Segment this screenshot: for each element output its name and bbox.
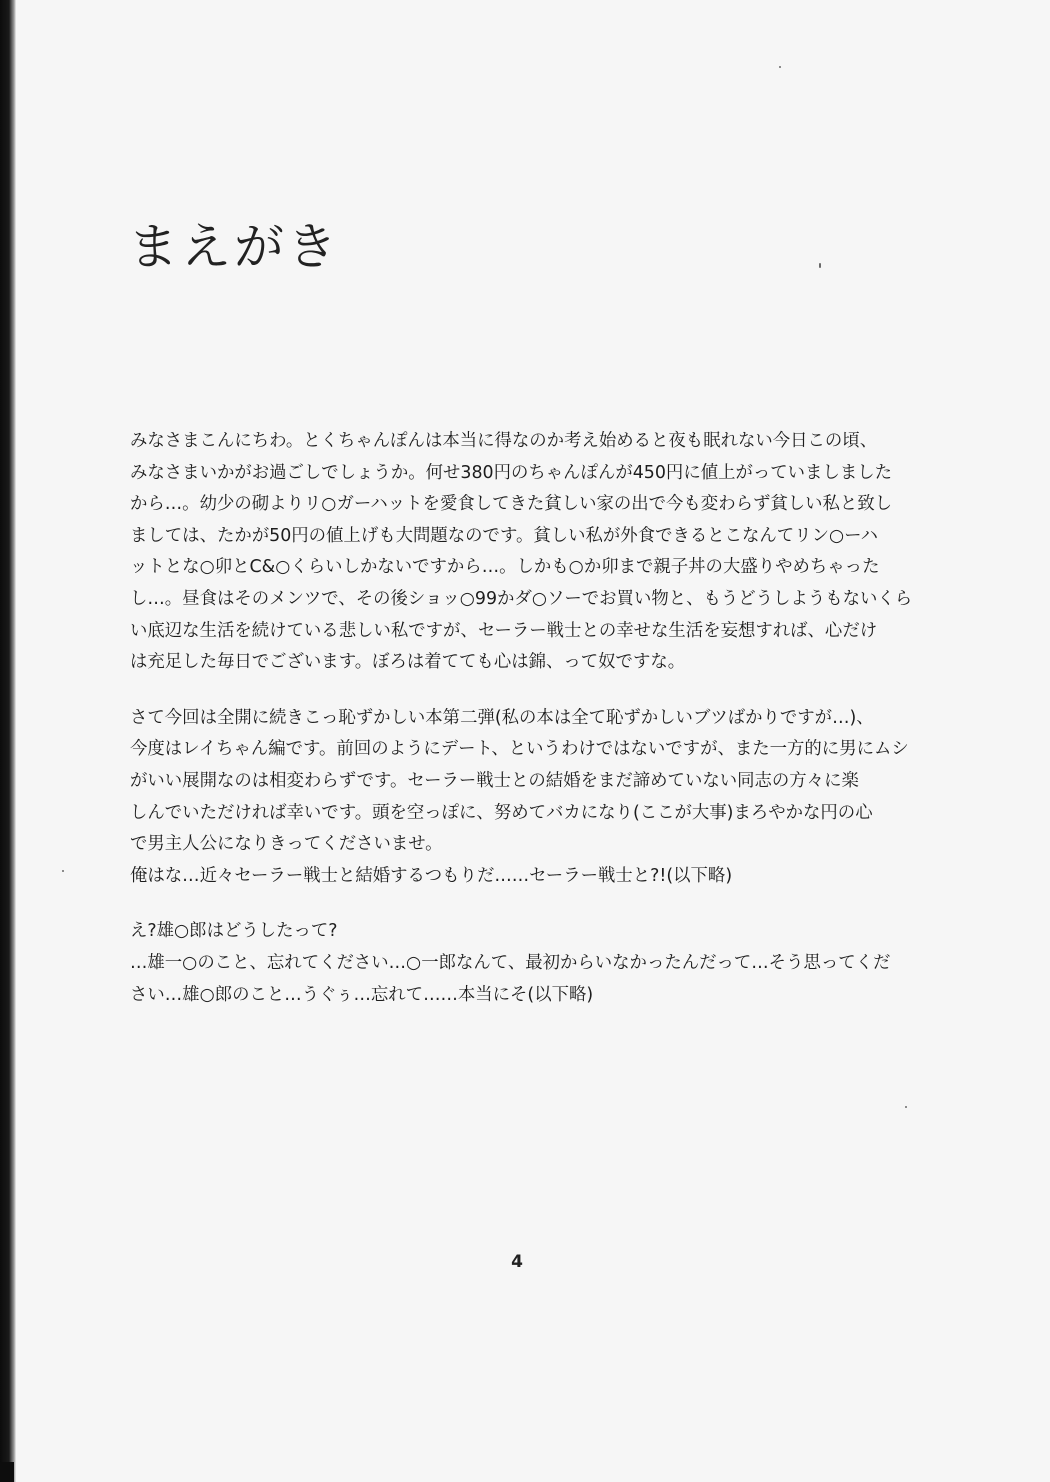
text-line: で男主人公になりきってくださいませ。 (130, 834, 443, 855)
text-line: みなさまいかがお過ごしでしょうか。何せ380円のちゃんぽんが450円に値上がっていましました (130, 462, 893, 483)
text-line: がいい展開なのは相変わらずです。セーラー戦士との結婚をまだ諦めていない同志の方々に楽 (130, 770, 859, 791)
text-line: みなさまこんにちわ。とくちゃんぽんは本当に得なのか考え始めると夜も眠れない今日この頃、 (130, 431, 878, 451)
paragraph-gap (130, 892, 930, 916)
scan-speck (779, 66, 781, 68)
paragraph-2 (130, 703, 930, 893)
paragraph-3 (130, 916, 930, 1011)
scan-corner-mark (0, 1462, 14, 1482)
text-line: え?雄○郎はどうしたって? (130, 921, 338, 942)
paragraph-gap (130, 679, 930, 703)
text-line: ットとな○卯とC&○くらいしかないですから…。しかも○か卯まで親子丼の大盛りやめちゃった (130, 557, 880, 578)
text-line: 今度はレイちゃん編です。前回のようにデート、というわけではないですが、また一方的に男にムシ (130, 739, 909, 760)
text-line: …雄一○のこと、忘れてください…○一郎なんて、最初からいなかったんだって…そう思ってくだ (130, 952, 891, 973)
text-line: さい…雄○郎のこと…うぐぅ…忘れて……本当にそ(以下略) (130, 984, 594, 1005)
text-line: は充足した毎日でございます。ぼろは着てても心は錦、って奴ですな。 (130, 652, 686, 673)
text-line: し…。昼食はそのメンツで、その後ショッ○99かダ○ソーでお買い物と、もうどうしようもないくら (130, 588, 913, 609)
body-text (130, 426, 930, 1011)
page-number: 4 (511, 1252, 523, 1272)
text-line: さて今回は全開に続きこっ恥ずかしい本第二弾(私の本は全て恥ずかしいブツばかりですが…)、 (130, 707, 874, 728)
text-line: から…。幼少の砌よりリ○ガーハットを愛食してきた貧しい家の出で今も変わらず貧しい私と致し (130, 494, 893, 515)
text-line: しんでいただければ幸いです。頭を空っぽに、努めてバカになり(ここが大事)まろやかな円の心 (130, 802, 873, 823)
scan-speck (62, 870, 64, 872)
text-line: い底辺な生活を続けている悲しい私ですが、セーラー戦士との幸せな生活を妄想すれば、心だけ (130, 620, 878, 641)
text-line: ましては、たかが50円の値上げも大問題なのです。貧しい私が外食できるとこなんてリン○ーハ (130, 525, 879, 546)
paragraph-1 (130, 426, 930, 679)
scan-speck (905, 1106, 907, 1108)
scan-speck (819, 263, 821, 268)
text-line: 俺はな…近々セーラー戦士と結婚するつもりだ……セーラー戦士と?!(以下略) (130, 865, 733, 886)
page-title: まえがき (128, 218, 340, 276)
